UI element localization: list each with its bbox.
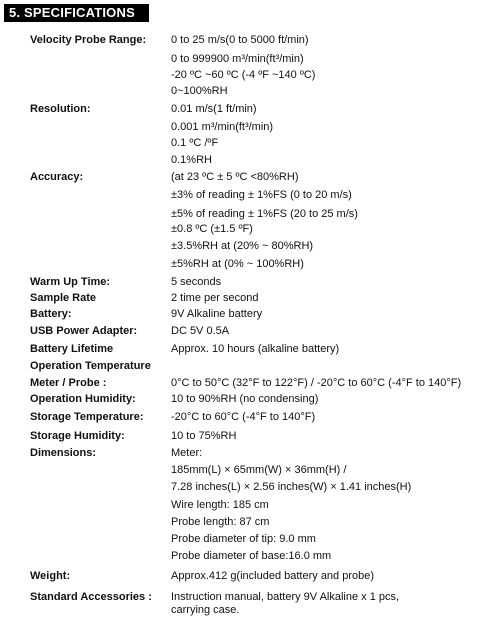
spec-value: 0 to 25 m/s(0 to 5000 ft/min) <box>171 34 309 46</box>
spec-value: -20 ºC ~60 ºC (-4 ºF ~140 ºC) <box>171 69 316 81</box>
spec-value: Probe diameter of base:16.0 mm <box>171 550 332 562</box>
spec-value: 2 time per second <box>171 292 259 304</box>
spec-label: Battery: <box>30 308 72 320</box>
spec-value: 10 to 90%RH (no condensing) <box>171 393 319 405</box>
spec-value: 7.28 inches(L) × 2.56 inches(W) × 1.41 inches(H) <box>171 481 412 493</box>
spec-value: 0°C to 50°C (32°F to 122°F) / -20°C to 60°C (-4°F to 140°F) <box>171 377 462 389</box>
spec-label: Storage Humidity: <box>30 430 125 442</box>
spec-label: Weight: <box>30 570 71 582</box>
spec-value: Probe length: 87 cm <box>171 516 270 528</box>
spec-value: Instruction manual, battery 9V Alkaline x 1 pcs, carrying case. <box>171 591 400 616</box>
spec-value: 9V Alkaline battery <box>171 308 263 320</box>
spec-value: 0~100%RH <box>171 85 228 97</box>
section-title: 5. SPECIFICATIONS <box>4 4 149 22</box>
spec-label: Warm Up Time: <box>30 276 111 288</box>
spec-value: Approx. 10 hours (alkaline battery) <box>171 343 340 355</box>
spec-value: DC 5V 0.5A <box>171 325 230 337</box>
spec-label: Sample Rate <box>30 292 97 304</box>
spec-value: ±0.8 ºC (±1.5 ºF) <box>171 223 253 235</box>
spec-label: Standard Accessories : <box>30 591 152 603</box>
spec-value: 0.01 m/s(1 ft/min) <box>171 103 257 115</box>
spec-value: 185mm(L) × 65mm(W) × 36mm(H) / <box>171 464 347 476</box>
spec-value: ±5% of reading ± 1%FS (20 to 25 m/s) <box>171 208 358 220</box>
spec-value: ±5%RH at (0% ~ 100%RH) <box>171 258 304 270</box>
spec-value: 0.001 m³/min(ft³/min) <box>171 121 274 133</box>
spec-label: Dimensions: <box>30 447 97 459</box>
spec-label: Battery Lifetime <box>30 343 114 355</box>
spec-value: ±3.5%RH at (20% ~ 80%RH) <box>171 240 314 252</box>
spec-value: Meter: <box>171 447 203 459</box>
spec-value: -20°C to 60°C (-4°F to 140°F) <box>171 411 316 423</box>
spec-value: ±3% of reading ± 1%FS (0 to 20 m/s) <box>171 189 352 201</box>
spec-label: Resolution: <box>30 103 91 115</box>
spec-value: 5 seconds <box>171 276 222 288</box>
spec-value: (at 23 ºC ± 5 ºC <80%RH) <box>171 171 299 183</box>
spec-label: Accuracy: <box>30 171 84 183</box>
spec-label: Storage Temperature: <box>30 411 144 423</box>
spec-value: 0.1 ºC /ºF <box>171 137 219 149</box>
spec-label: Operation Temperature <box>30 360 151 372</box>
spec-value: 0.1%RH <box>171 154 212 166</box>
spec-value: Wire length: 185 cm <box>171 499 269 511</box>
spec-value: Approx.412 g(included battery and probe) <box>171 570 375 582</box>
spec-value: Probe diameter of tip: 9.0 mm <box>171 533 316 545</box>
spec-label: Operation Humidity: <box>30 393 136 405</box>
spec-label: Meter / Probe : <box>30 377 107 389</box>
spec-value: 0 to 999900 m³/min(ft³/min) <box>171 53 304 65</box>
spec-label: USB Power Adapter: <box>30 325 138 337</box>
spec-label: Velocity Probe Range: <box>30 34 147 46</box>
spec-value: 10 to 75%RH <box>171 430 237 442</box>
